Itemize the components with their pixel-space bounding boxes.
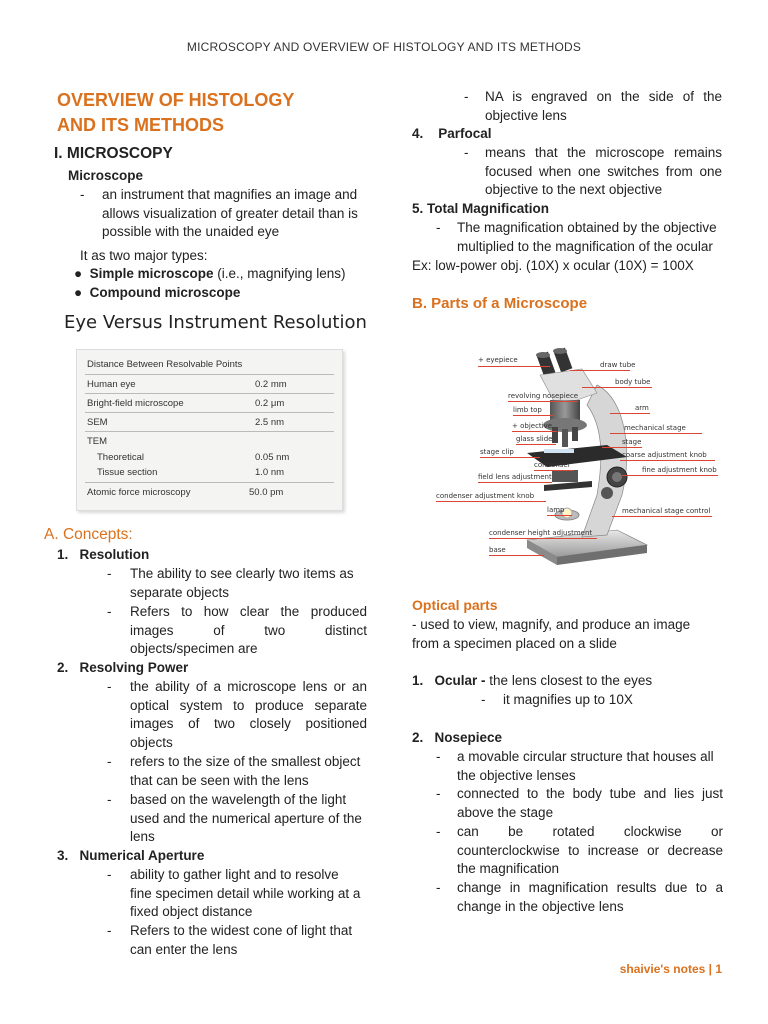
list-item: ● Simple microscope (i.e., magnifying lens) [74,266,346,281]
optical-parts-heading: Optical parts [412,597,498,613]
label-lamp: lamp [547,506,565,514]
na-text: NA is engraved on the side of the objective lens [485,89,722,123]
concept-text: ability to gather light and to resolve fine specimen detail while working at a fixed object distance [130,867,361,919]
ocular-magnification: it magnifies up to 10X [503,692,633,707]
table-row: Bright-field microscope 0.2 μm [87,398,285,409]
concept-text: refers to the size of the smallest object that can be seen with the lens [130,754,361,788]
concept-text: means that the microscope remains focused when one switches from one objective to the next objective [485,145,722,197]
page-header: MICROSCOPY AND OVERVIEW OF HISTOLOGY AND ITS METHODS [186,40,582,54]
microscope-label: Microscope [68,168,144,183]
table-row: SEM 2.5 nm [87,417,285,428]
label-mechanical-stage-control: mechanical stage control [622,507,711,515]
concept-text: The magnification obtained by the objective multiplied to the magnification of the ocular [457,220,717,254]
label-draw-tube: draw tube [600,361,636,369]
table-row: Atomic force microscopy 50.0 pm [87,487,284,498]
microscope-definition: an instrument that magnifies an image and allows visualization of greater detail than is possible with the unaided eye [102,187,358,239]
concept-numerical-aperture: 3. Numerical Aperture [57,848,205,863]
label-fine-adjustment-knob: fine adjustment knob [642,466,717,474]
dash: - [80,187,85,202]
concept-total-magnification: 5. Total Magnification [412,201,550,216]
label-field-lens-adjustment: field lens adjustment [478,473,552,481]
concept-resolution: 1. Resolution [57,547,150,562]
label-stage: stage [622,438,642,446]
table-row: Tissue section 1.0 nm [97,467,285,478]
nosepiece-text: connected to the body tube and lies just above the stage [457,786,723,820]
table-row: TEM [87,436,108,447]
types-intro: It as two major types: [80,248,208,263]
concept-resolving-power: 2. Resolving Power [57,660,189,675]
nosepiece-text: can be rotated clockwise or counterclockwise to increase or decrease the magnification [457,824,723,876]
page-title: OVERVIEW OF HISTOLOGY AND ITS METHODS [57,90,295,135]
resolution-table [76,349,343,511]
table-header: Distance Between Resolvable Points [87,359,243,370]
nosepiece-text: change in magnification results due to a change in the objective lens [457,880,723,914]
label-glass-slide: glass slide [516,435,553,443]
label-condenser-adjustment-knob: condenser adjustment knob [436,492,535,500]
label-revolving-nosepiece: revolving nosepiece [508,392,579,400]
label-objective: + objective [512,422,553,430]
concept-text: the ability of a microscope lens or an optical system to produce separate images of two closely positioned objects [130,679,367,750]
label-base: base [489,546,506,554]
label-limb-top: limb top [513,406,542,414]
label-mechanical-stage: mechanical stage [624,424,686,432]
concept-text: Refers to how clear the produced images of two distinct objects/specimen are [130,604,367,656]
nosepiece-text: a movable circular structure that houses all the objective lenses [457,749,714,783]
microscope-diagram [432,345,732,570]
concept-text: based on the wavelength of the light used and the numerical aperture of the lens [130,792,362,844]
table-row: Human eye 0.2 mm [87,379,287,390]
label-stage-clip: stage clip [480,448,514,456]
concepts-heading: A. Concepts: [44,526,133,543]
page-footer: shaivie's notes | 1 [619,962,722,976]
parts-heading: B. Parts of a Microscope [412,295,588,312]
label-coarse-adjustment-knob: coarse adjustment knob [622,451,707,459]
resolution-figure-title: Eye Versus Instrument Resolution [64,312,367,333]
section-microscopy-heading: I. MICROSCOPY [54,145,173,162]
types-list [74,265,346,302]
optical-ocular: 1. Ocular - the lens closest to the eyes [412,673,653,688]
label-body-tube: body tube [615,378,651,386]
list-item: ● Compound microscope [74,284,241,300]
label-condenser: condenser [534,461,571,469]
concept-parfocal: 4. Parfocal [412,126,492,141]
label-condenser-height-adjustment: condenser height adjustment [489,529,593,537]
optical-nosepiece: 2. Nosepiece [412,730,503,745]
label-arm: arm [635,404,649,412]
magnification-example: Ex: low-power obj. (10X) x ocular (10X) = 100X [412,258,694,273]
label-eyepiece: + eyepiece [478,356,518,364]
optical-parts-desc: - used to view, magnify, and produce an image from a specimen placed on a slide [412,617,691,651]
concept-text: Refers to the widest cone of light that can enter the lens [130,923,353,957]
concept-text: The ability to see clearly two items as separate objects [130,566,354,600]
table-row: Theoretical 0.05 nm [97,452,290,463]
